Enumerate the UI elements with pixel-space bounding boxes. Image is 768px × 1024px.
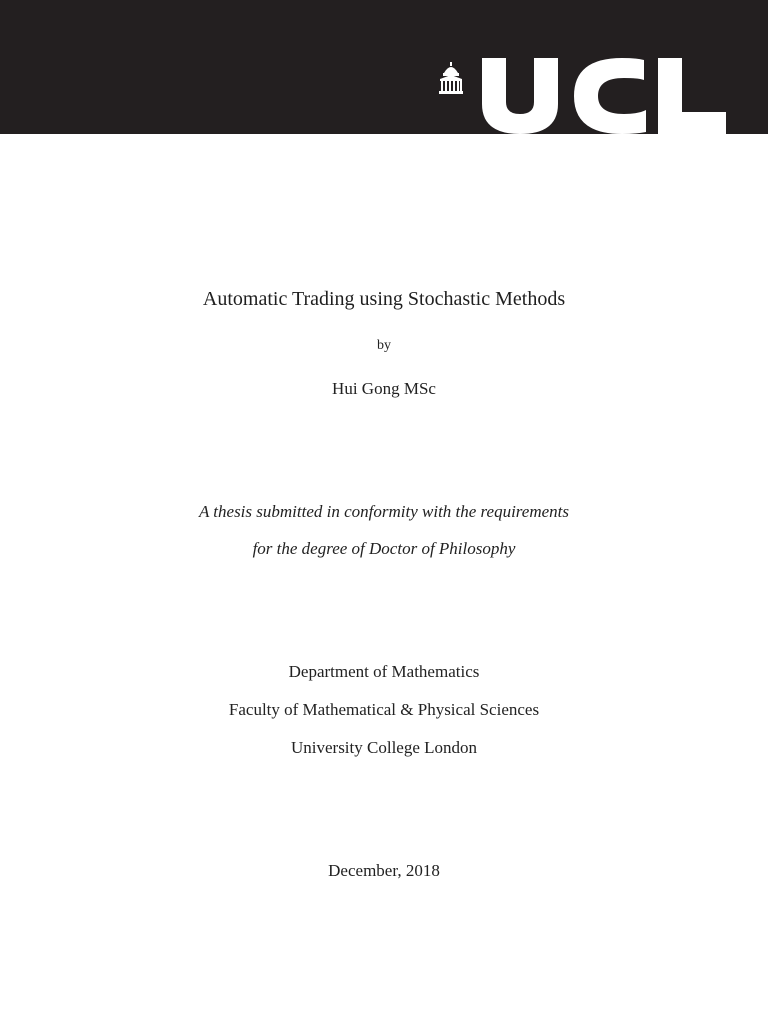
thesis-title: Automatic Trading using Stochastic Methods [202, 288, 566, 310]
university: University College London [290, 738, 478, 757]
by-label: by [377, 338, 391, 353]
portico-dome-icon [439, 62, 463, 94]
header-band [0, 0, 768, 134]
department: Department of Mathematics [288, 662, 480, 681]
faculty: Faculty of Mathematical & Physical Sciences [228, 700, 540, 719]
thesis-statement-line1: A thesis submitted in conformity with the requirements [198, 502, 570, 521]
thesis-statement-line2: for the degree of Doctor of Philosophy [252, 539, 516, 558]
submission-date: December, 2018 [328, 861, 440, 880]
author-name: Hui Gong MSc [332, 379, 436, 398]
ucl-logo [436, 58, 728, 134]
ucl-wordmark [482, 58, 726, 134]
